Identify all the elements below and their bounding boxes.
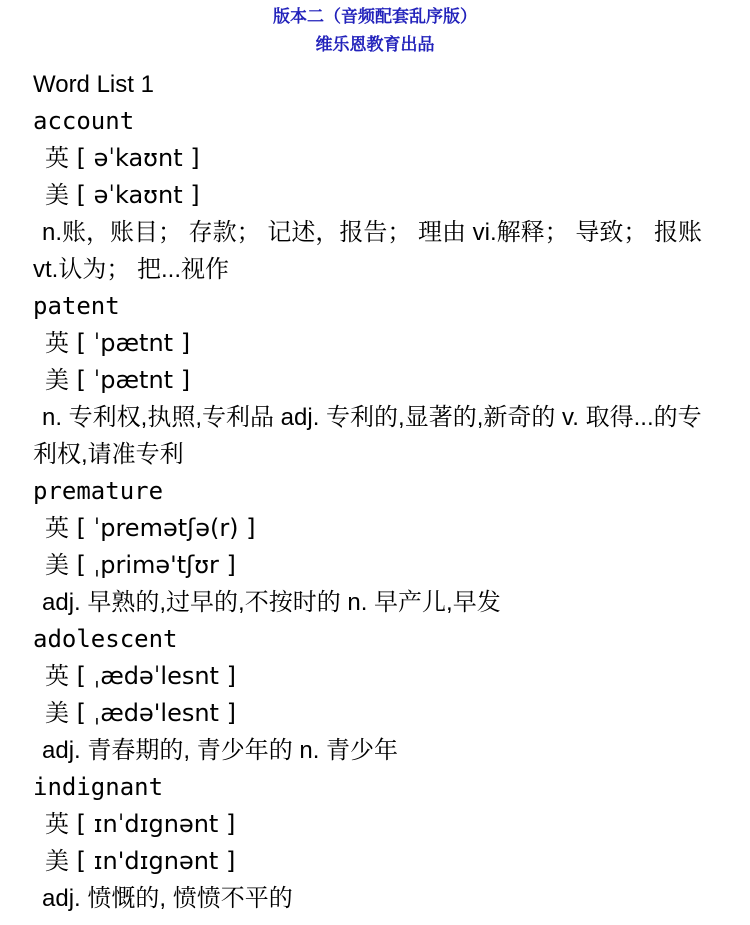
us-phonetic-line [33,843,724,880]
definition: adj. 早熟的,过早的,不按时的 n. 早产儿,早发 [42,589,501,616]
word-entry [33,103,724,288]
us-phonetic: [ ˌædə'lesnt ] [76,699,236,727]
list-title: Word List 1 [33,71,154,98]
version-line: 版本二（音频配套乱序版） [273,7,477,26]
us-phonetic-line [33,547,724,584]
definition: adj. 愤慨的, 愤愤不平的 [42,885,293,912]
headword: adolescent [33,625,178,653]
us-label: 美 [45,367,69,394]
word-entry [33,288,724,473]
uk-label: 英 [45,663,69,690]
headword: account [33,107,135,135]
uk-phonetic-line [33,806,724,843]
word-entry [33,621,724,769]
headword: patent [33,292,120,320]
uk-phonetic-line [33,325,724,362]
us-label: 美 [45,182,69,209]
uk-label: 英 [45,330,69,357]
us-phonetic-line [33,362,724,399]
document-header [0,0,750,59]
us-label: 美 [45,552,69,579]
us-phonetic: [ ˌprimə'tʃʊr ] [76,551,236,579]
publisher-line: 维乐恩教育出品 [315,35,435,54]
headword: premature [33,477,164,505]
us-phonetic: [ ɪn'dɪgnənt ] [76,847,236,875]
definition: n.账，账目； 存款； 记述，报告； 理由 vi.解释； 导致； 报账 vt.认为； 把...视作 [33,219,703,283]
uk-label: 英 [45,145,69,172]
uk-phonetic-line [33,658,724,695]
us-phonetic: [ əˈkaʊnt ] [76,181,200,209]
uk-phonetic: [ ˌædəˈlesnt ] [76,662,236,690]
us-phonetic-line [33,695,724,732]
uk-phonetic: [ əˈkaʊnt ] [76,144,200,172]
word-entry [33,473,724,621]
us-label: 美 [45,700,69,727]
uk-phonetic: [ ˈpremətʃə(r) ] [76,514,256,542]
uk-phonetic-line [33,510,724,547]
us-phonetic: [ ˈpætnt ] [76,366,191,394]
uk-label: 英 [45,811,69,838]
word-entry [33,769,724,917]
us-label: 美 [45,848,69,875]
uk-label: 英 [45,515,69,542]
word-list [33,66,724,917]
definition: adj. 青春期的, 青少年的 n. 青少年 [42,737,399,764]
us-phonetic-line [33,177,724,214]
uk-phonetic-line [33,140,724,177]
definition: n. 专利权,执照,专利品 adj. 专利的,显著的,新奇的 v. 取得...的专利权,请准专利 [33,404,702,468]
headword: indignant [33,773,164,801]
uk-phonetic: [ ɪnˈdɪgnənt ] [76,810,236,838]
uk-phonetic: [ ˈpætnt ] [76,329,191,357]
